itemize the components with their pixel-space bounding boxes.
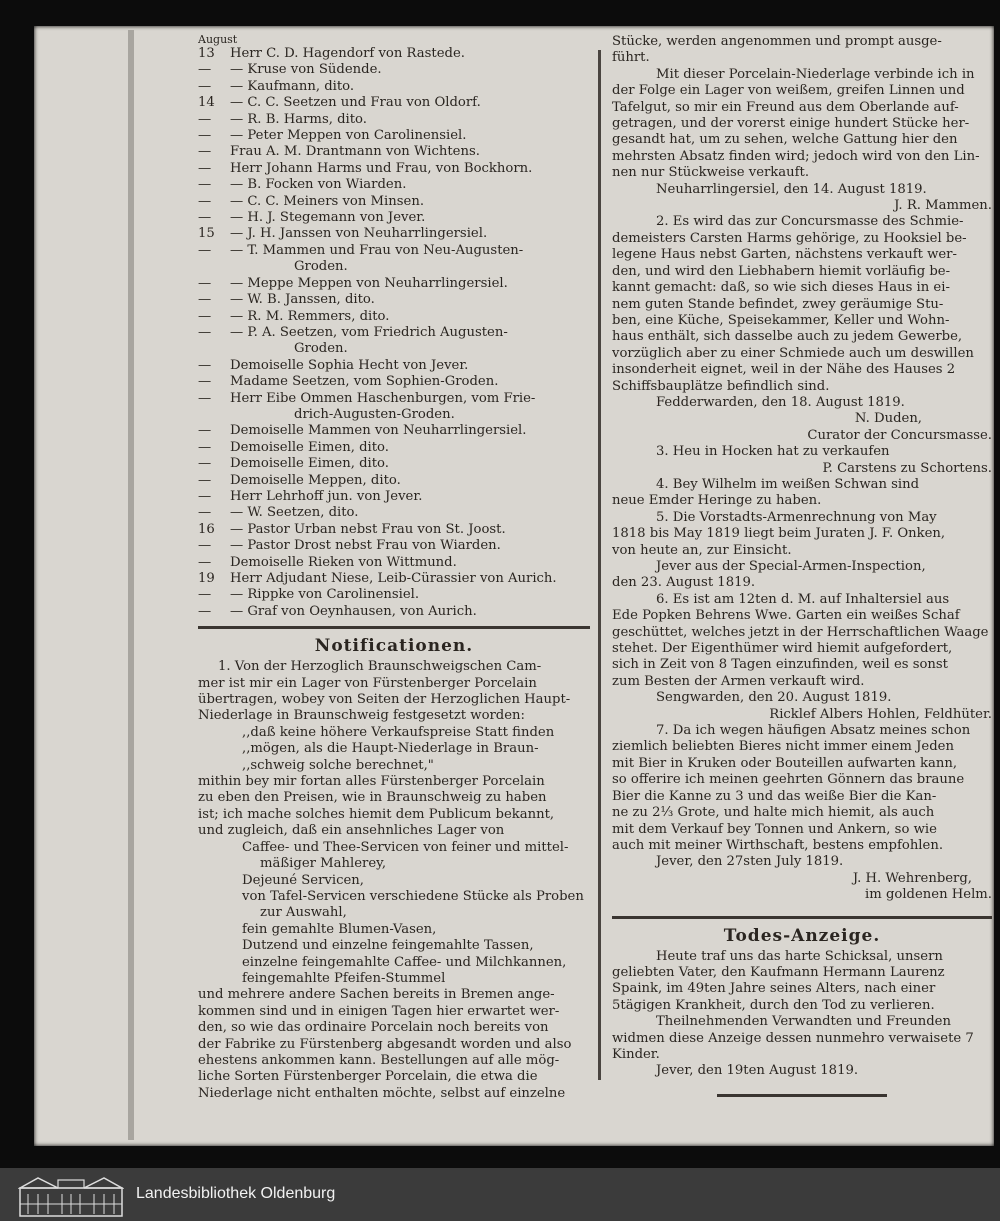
arrival-entry [198, 538, 590, 554]
todes-anzeige-heading: Todes-Anzeige. [723, 925, 881, 946]
arrival-day: 14 [198, 95, 215, 111]
arrival-name: — Pastor Urban nebst Frau von St. Joost. [230, 521, 506, 537]
arrival-name: — Graf von Oeynhausen, von Aurich. [230, 603, 477, 619]
text-line: Tafelgut, so mir ein Freund aus dem Oberlande auf- [612, 99, 959, 115]
arrival-entry [198, 177, 590, 193]
arrival-name: Frau A. M. Drantmann von Wichtens. [230, 144, 480, 160]
text-line: mäßiger Mahlerey, [260, 856, 387, 872]
text-line: der Folge ein Lager von weißem, greifen Linnen und [612, 83, 965, 99]
arrival-day: — [198, 357, 212, 373]
death-notice-text [612, 949, 992, 1080]
text-line: im goldenen Helm. [865, 887, 992, 903]
arrival-name: — Meppe Meppen von Neuharrlingersiel. [230, 275, 508, 291]
arrival-name: — Rippke von Carolinensiel. [230, 587, 420, 603]
text-line: Dutzend und einzelne feingemahlte Tassen, [242, 938, 534, 954]
arrival-day: 15 [198, 226, 215, 242]
arrival-entry [198, 112, 590, 128]
arrival-name: — Kruse von Südende. [230, 62, 382, 78]
arrival-day: — [198, 390, 212, 406]
arrival-name: Herr Lehrhoff jun. von Jever. [230, 488, 423, 504]
text-line: den, und wird den Liebhabern hiemit vorläufig be- [612, 263, 951, 279]
arrival-name: — C. C. Meiners von Minsen. [230, 193, 425, 209]
notices-3-to-7 [612, 444, 992, 903]
text-line: vorzüglich aber zu einer Schmiede auch um deswillen [612, 345, 974, 361]
text-line: 1. Von der Herzoglich Braunschweigschen Cam- [218, 659, 542, 675]
text-line: Jever, den 19ten August 1819. [656, 1063, 859, 1079]
arrival-day: — [198, 472, 212, 488]
arrival-day: — [198, 78, 212, 94]
notice-1-continued [612, 34, 992, 214]
notificationen-text [198, 659, 590, 1102]
text-line: P. Carstens zu Schortens. [822, 460, 992, 476]
arrival-day: — [198, 505, 212, 521]
arrival-entry [198, 374, 590, 390]
text-line: Jever aus der Special-Armen-Inspection, [656, 559, 926, 574]
text-line: sich in Zeit von 8 Tagen einzufinden, weil es sonst [612, 657, 948, 673]
arrival-name: Herr C. D. Hagendorf von Rastede. [230, 46, 465, 61]
text-line: liche Sorten Fürstenberger Porcelain, die etwa die [198, 1069, 538, 1085]
text-line: Mit dieser Porcelain-Niederlage verbinde ich in [656, 66, 975, 82]
arrival-name: — R. B. Harms, dito. [230, 111, 367, 127]
left-column [198, 34, 590, 1102]
arrival-entry [198, 210, 590, 226]
arrival-name: — J. H. Janssen von Neuharrlingersiel. [230, 226, 488, 242]
end-rule [717, 1094, 887, 1097]
text-line: den, so wie das ordinaire Porcelain noch bereits von [198, 1020, 549, 1036]
arrival-name: Demoiselle Mammen von Neuharrlingersiel. [230, 423, 527, 439]
text-line: der Fabrike zu Fürstenberg abgesandt worden und also [198, 1036, 572, 1052]
text-line: Bier die Kanne zu 3 und das weiße Bier die Kan- [612, 788, 937, 804]
arrival-name: Demoiselle Eimen, dito. [230, 439, 389, 455]
text-line: demeisters Carsten Harms gehörige, zu Hooksiel be- [612, 230, 967, 246]
arrival-entry [198, 144, 590, 160]
arrival-name: Groden. [294, 259, 348, 275]
arrival-entry [198, 226, 590, 242]
text-line: Niederlage nicht enthalten möchte, selbst auf einzelne [198, 1085, 566, 1101]
text-line: fein gemahlte Blumen-Vasen, [242, 921, 437, 937]
column-divider [598, 50, 601, 1080]
arrival-entry [198, 325, 590, 341]
arrival-day: — [198, 193, 212, 209]
arrival-day: — [198, 210, 212, 226]
arrival-name: Herr Eibe Ommen Haschenburgen, vom Frie- [230, 390, 536, 406]
arrival-day: — [198, 275, 212, 291]
arrival-entry [198, 341, 590, 357]
library-building-icon [18, 1174, 124, 1218]
arrival-entry [198, 604, 590, 620]
arrival-name: Demoiselle Meppen, dito. [230, 472, 401, 488]
arrival-entry [198, 456, 590, 472]
text-line: ne zu 2⅓ Grote, und halte mich hiemit, als auch [612, 805, 935, 821]
arrival-name: Groden. [294, 341, 348, 357]
text-line: und mehrere andere Sachen bereits in Bremen ange- [198, 987, 555, 1003]
arrival-entry [198, 161, 590, 177]
text-line: von heute an, zur Einsicht. [612, 542, 792, 558]
text-line: Neuharrlingersiel, den 14. August 1819. [656, 181, 927, 197]
arrival-day [198, 259, 230, 275]
arrival-name: Demoiselle Eimen, dito. [230, 456, 389, 472]
arrival-day: — [198, 177, 212, 193]
text-line: führt. [612, 50, 650, 66]
text-line: ist; ich mache solches hiemit dem Publicum bekannt, [198, 806, 555, 822]
text-line: zu eben den Preisen, wie in Braunschweig zu haben [198, 790, 547, 806]
arrival-name: Demoiselle Rieken von Wittmund. [230, 554, 457, 570]
text-line: gesandt hat, um zu sehen, welche Gattung hier den [612, 132, 958, 148]
text-line: 7. Da ich wegen häufigen Absatz meines schon [656, 723, 971, 739]
text-line: mer ist mir ein Lager von Fürstenberger Porcelain [198, 675, 537, 691]
text-line: auch mit meiner Wirthschaft, bestens empfohlen. [612, 837, 944, 853]
text-line: haus enthält, sich dasselbe auch zu jedem Gewerbe, [612, 329, 963, 345]
arrival-day: — [198, 374, 212, 390]
arrival-entry [198, 440, 590, 456]
text-line: feingemahlte Pfeifen-Stummel [242, 970, 446, 986]
text-line: N. Duden, [854, 411, 922, 427]
arrival-day: — [198, 144, 212, 160]
notificationen-heading: Notificationen. [314, 636, 474, 657]
text-line: widmen diese Anzeige dessen nunmehro verwaisete 7 [612, 1030, 974, 1046]
library-name: Landesbibliothek Oldenburg [136, 1185, 336, 1202]
arrival-name: — B. Focken von Wiarden. [230, 177, 407, 193]
arrival-day [198, 341, 230, 357]
arrival-day: — [198, 587, 212, 603]
text-line: Ricklef Albers Hohlen, Feldhüter. [769, 706, 992, 722]
arrival-day: — [198, 488, 212, 504]
arrival-entry [198, 95, 590, 111]
text-line: Caffee- und Thee-Servicen von feiner und mittel- [242, 839, 569, 855]
text-line: Spaink, im 49ten Jahre seines Alters, nach einer [612, 981, 936, 997]
arrival-day: — [198, 538, 212, 554]
arrival-entry [198, 309, 590, 325]
text-line: 6. Es ist am 12ten d. M. auf Inhaltersiel aus [656, 591, 950, 607]
text-line: den 23. August 1819. [612, 575, 756, 591]
arrival-name: — Pastor Drost nebst Frau von Wiarden. [230, 538, 501, 554]
arrival-name: — C. C. Seetzen und Frau von Oldorf. [230, 95, 481, 111]
text-line: legene Haus nebst Garten, nächstens verkauft wer- [612, 247, 957, 263]
text-line: Schiffsbauplätze befindlich sind. [612, 378, 830, 394]
notice-2 [612, 214, 992, 444]
arrival-name: — H. J. Stegemann von Jever. [230, 210, 426, 226]
month-header: August [198, 34, 238, 46]
section-rule [198, 626, 590, 629]
arrival-day: — [198, 554, 212, 570]
arrival-name: Herr Johann Harms und Frau, von Bockhorn. [230, 160, 533, 176]
arrival-entry [198, 194, 590, 210]
arrival-name: Demoiselle Sophia Hecht von Jever. [230, 357, 469, 373]
arrival-name: — W. B. Janssen, dito. [230, 292, 375, 308]
arrival-entry [198, 292, 590, 308]
text-line: ehestens ankommen kann. Bestellungen auf alle mög- [198, 1052, 560, 1068]
text-line: Niederlage in Braunschweig festgesetzt worden: [198, 708, 525, 724]
text-line: kommen sind und in einigen Tagen hier erwartet wer- [198, 1003, 560, 1019]
arrival-entry [198, 522, 590, 538]
arrival-name: — Kaufmann, dito. [230, 78, 355, 94]
text-line: Dejeuné Servicen, [242, 872, 364, 888]
arrival-day: — [198, 242, 212, 258]
arrival-entry [198, 423, 590, 439]
arrival-entry [198, 505, 590, 521]
arrival-name: — Peter Meppen von Carolinensiel. [230, 128, 467, 144]
text-line: 5. Die Vorstadts-Armenrechnung von May [656, 509, 937, 525]
text-line: insonderheit eignet, weil in der Nähe des Hauses 2 [612, 362, 956, 378]
text-line: kannt gemacht: daß, so wie sich dieses Haus in ei- [612, 280, 950, 296]
text-line: 2. Es wird das zur Concursmasse des Schmie- [656, 214, 964, 230]
text-line: 4. Bey Wilhelm im weißen Schwan sind [656, 476, 920, 492]
text-line: mit Bier in Kruken oder Bouteillen aufwarten kann, [612, 755, 958, 771]
arrival-entry [198, 276, 590, 292]
arrival-entry [198, 555, 590, 571]
text-line: Kinder. [612, 1046, 660, 1062]
right-column [612, 34, 992, 1097]
text-line: Fedderwarden, den 18. August 1819. [656, 394, 905, 410]
arrival-day: — [198, 439, 212, 455]
text-line: mehrsten Absatz finden wird; jedoch wird von den Lin- [612, 148, 980, 164]
arrival-entry [198, 243, 590, 259]
text-line: Heute traf uns das harte Schicksal, unsern [656, 948, 943, 964]
text-line: einzelne feingemahlte Caffee- und Milchkannen, [242, 954, 567, 970]
arrival-name: Herr Adjudant Niese, Leib-Cürassier von Aurich. [230, 571, 557, 586]
arrival-day: 16 [198, 521, 215, 537]
arrival-name: — T. Mammen und Frau von Neu-Augusten- [230, 242, 524, 258]
text-line: ,,daß keine höhere Verkaufspreise Statt finden [242, 724, 555, 740]
text-line: 3. Heu in Hocken hat zu verkaufen [656, 444, 890, 460]
text-line: Stücke, werden angenommen und prompt ausge- [612, 34, 942, 49]
text-line: nem guten Stande befindet, zwey geräumige Stu- [612, 296, 944, 312]
text-line: neue Emder Heringe zu haben. [612, 493, 822, 509]
arrival-entry [198, 79, 590, 95]
arrival-entry [198, 473, 590, 489]
text-line: zur Auswahl, [260, 905, 347, 921]
arrival-entry [198, 62, 590, 78]
arrival-day: — [198, 292, 212, 308]
arrival-name: — P. A. Seetzen, vom Friedrich Augusten- [230, 324, 508, 340]
arrival-name: — R. M. Remmers, dito. [230, 308, 390, 324]
text-line: nen nur Stückweise verkauft. [612, 165, 810, 181]
arrival-entry [198, 46, 590, 62]
arrival-day: — [198, 324, 212, 340]
arrival-day: 19 [198, 571, 215, 586]
text-line: 5tägigen Krankheit, durch den Tod zu verlieren. [612, 997, 935, 1013]
section-rule [612, 916, 992, 919]
arrival-day [198, 407, 230, 423]
arrival-entry [198, 407, 590, 423]
arrival-entry [198, 587, 590, 603]
text-line: mit dem Verkauf bey Tonnen und Ankern, so wie [612, 821, 937, 837]
text-line: Sengwarden, den 20. August 1819. [656, 690, 892, 706]
text-line: ,,mögen, als die Haupt-Niederlage in Braun- [242, 741, 539, 757]
text-line: Curator der Concursmasse. [807, 427, 992, 443]
text-line: geliebten Vater, den Kaufmann Hermann Laurenz [612, 964, 945, 980]
arrival-name: Madame Seetzen, vom Sophien-Groden. [230, 374, 499, 390]
text-line: ben, eine Küche, Speisekammer, Keller und Wohn- [612, 312, 950, 328]
arrival-entry [198, 259, 590, 275]
text-line: so offerire ich meinen geehrten Gönnern das braune [612, 772, 965, 788]
text-line: Jever, den 27sten July 1819. [656, 854, 844, 870]
text-line: zum Besten der Armen verkauft wird. [612, 673, 865, 689]
arrival-day: — [198, 456, 212, 472]
text-line: übertragen, wobey von Seiten der Herzoglichen Haupt- [198, 692, 571, 708]
arrival-name: — W. Seetzen, dito. [230, 505, 359, 521]
text-line: ziemlich beliebten Bieres nicht immer einem Jeden [612, 739, 954, 755]
text-line: geschüttet, welches jetzt in der Herrschaftlichen Waage [612, 624, 989, 640]
text-line: 1818 bis May 1819 liegt beim Juraten J. F. Onken, [612, 526, 946, 542]
text-line: Theilnehmenden Verwandten und Freunden [656, 1014, 951, 1030]
text-line: mithin bey mir fortan alles Fürstenberger Porcelain [198, 774, 545, 790]
arrival-day: 13 [198, 46, 215, 61]
text-line: ,,schweig solche berechnet," [242, 757, 434, 773]
binding-gutter [128, 30, 134, 1140]
arrival-day: — [198, 160, 212, 176]
arrival-entry [198, 489, 590, 505]
arrival-day: — [198, 62, 212, 78]
arrival-day: — [198, 423, 212, 439]
text-line: J. R. Mammen. [894, 198, 992, 214]
arrival-day: — [198, 603, 212, 619]
arrival-name: drich-Augusten-Groden. [294, 406, 455, 422]
text-line: Ede Popken Behrens Wwe. Garten ein weißes Schaf [612, 608, 960, 624]
arrival-day: — [198, 308, 212, 324]
text-line: und zugleich, daß ein ansehnliches Lager von [198, 823, 505, 839]
arrivals-list [198, 46, 590, 620]
arrival-entry [198, 391, 590, 407]
text-line: getragen, und der vorerst einige hundert Stücke her- [612, 116, 970, 132]
arrival-day: — [198, 111, 212, 127]
text-line: von Tafel-Servicen verschiedene Stücke als Proben [242, 888, 584, 904]
text-line: J. H. Wehrenberg, [852, 870, 972, 886]
text-line: stehet. Der Eigenthümer wird hiemit aufgefordert, [612, 641, 953, 657]
arrival-entry [198, 358, 590, 374]
arrival-day: — [198, 128, 212, 144]
arrival-entry [198, 571, 590, 587]
arrival-entry [198, 128, 590, 144]
